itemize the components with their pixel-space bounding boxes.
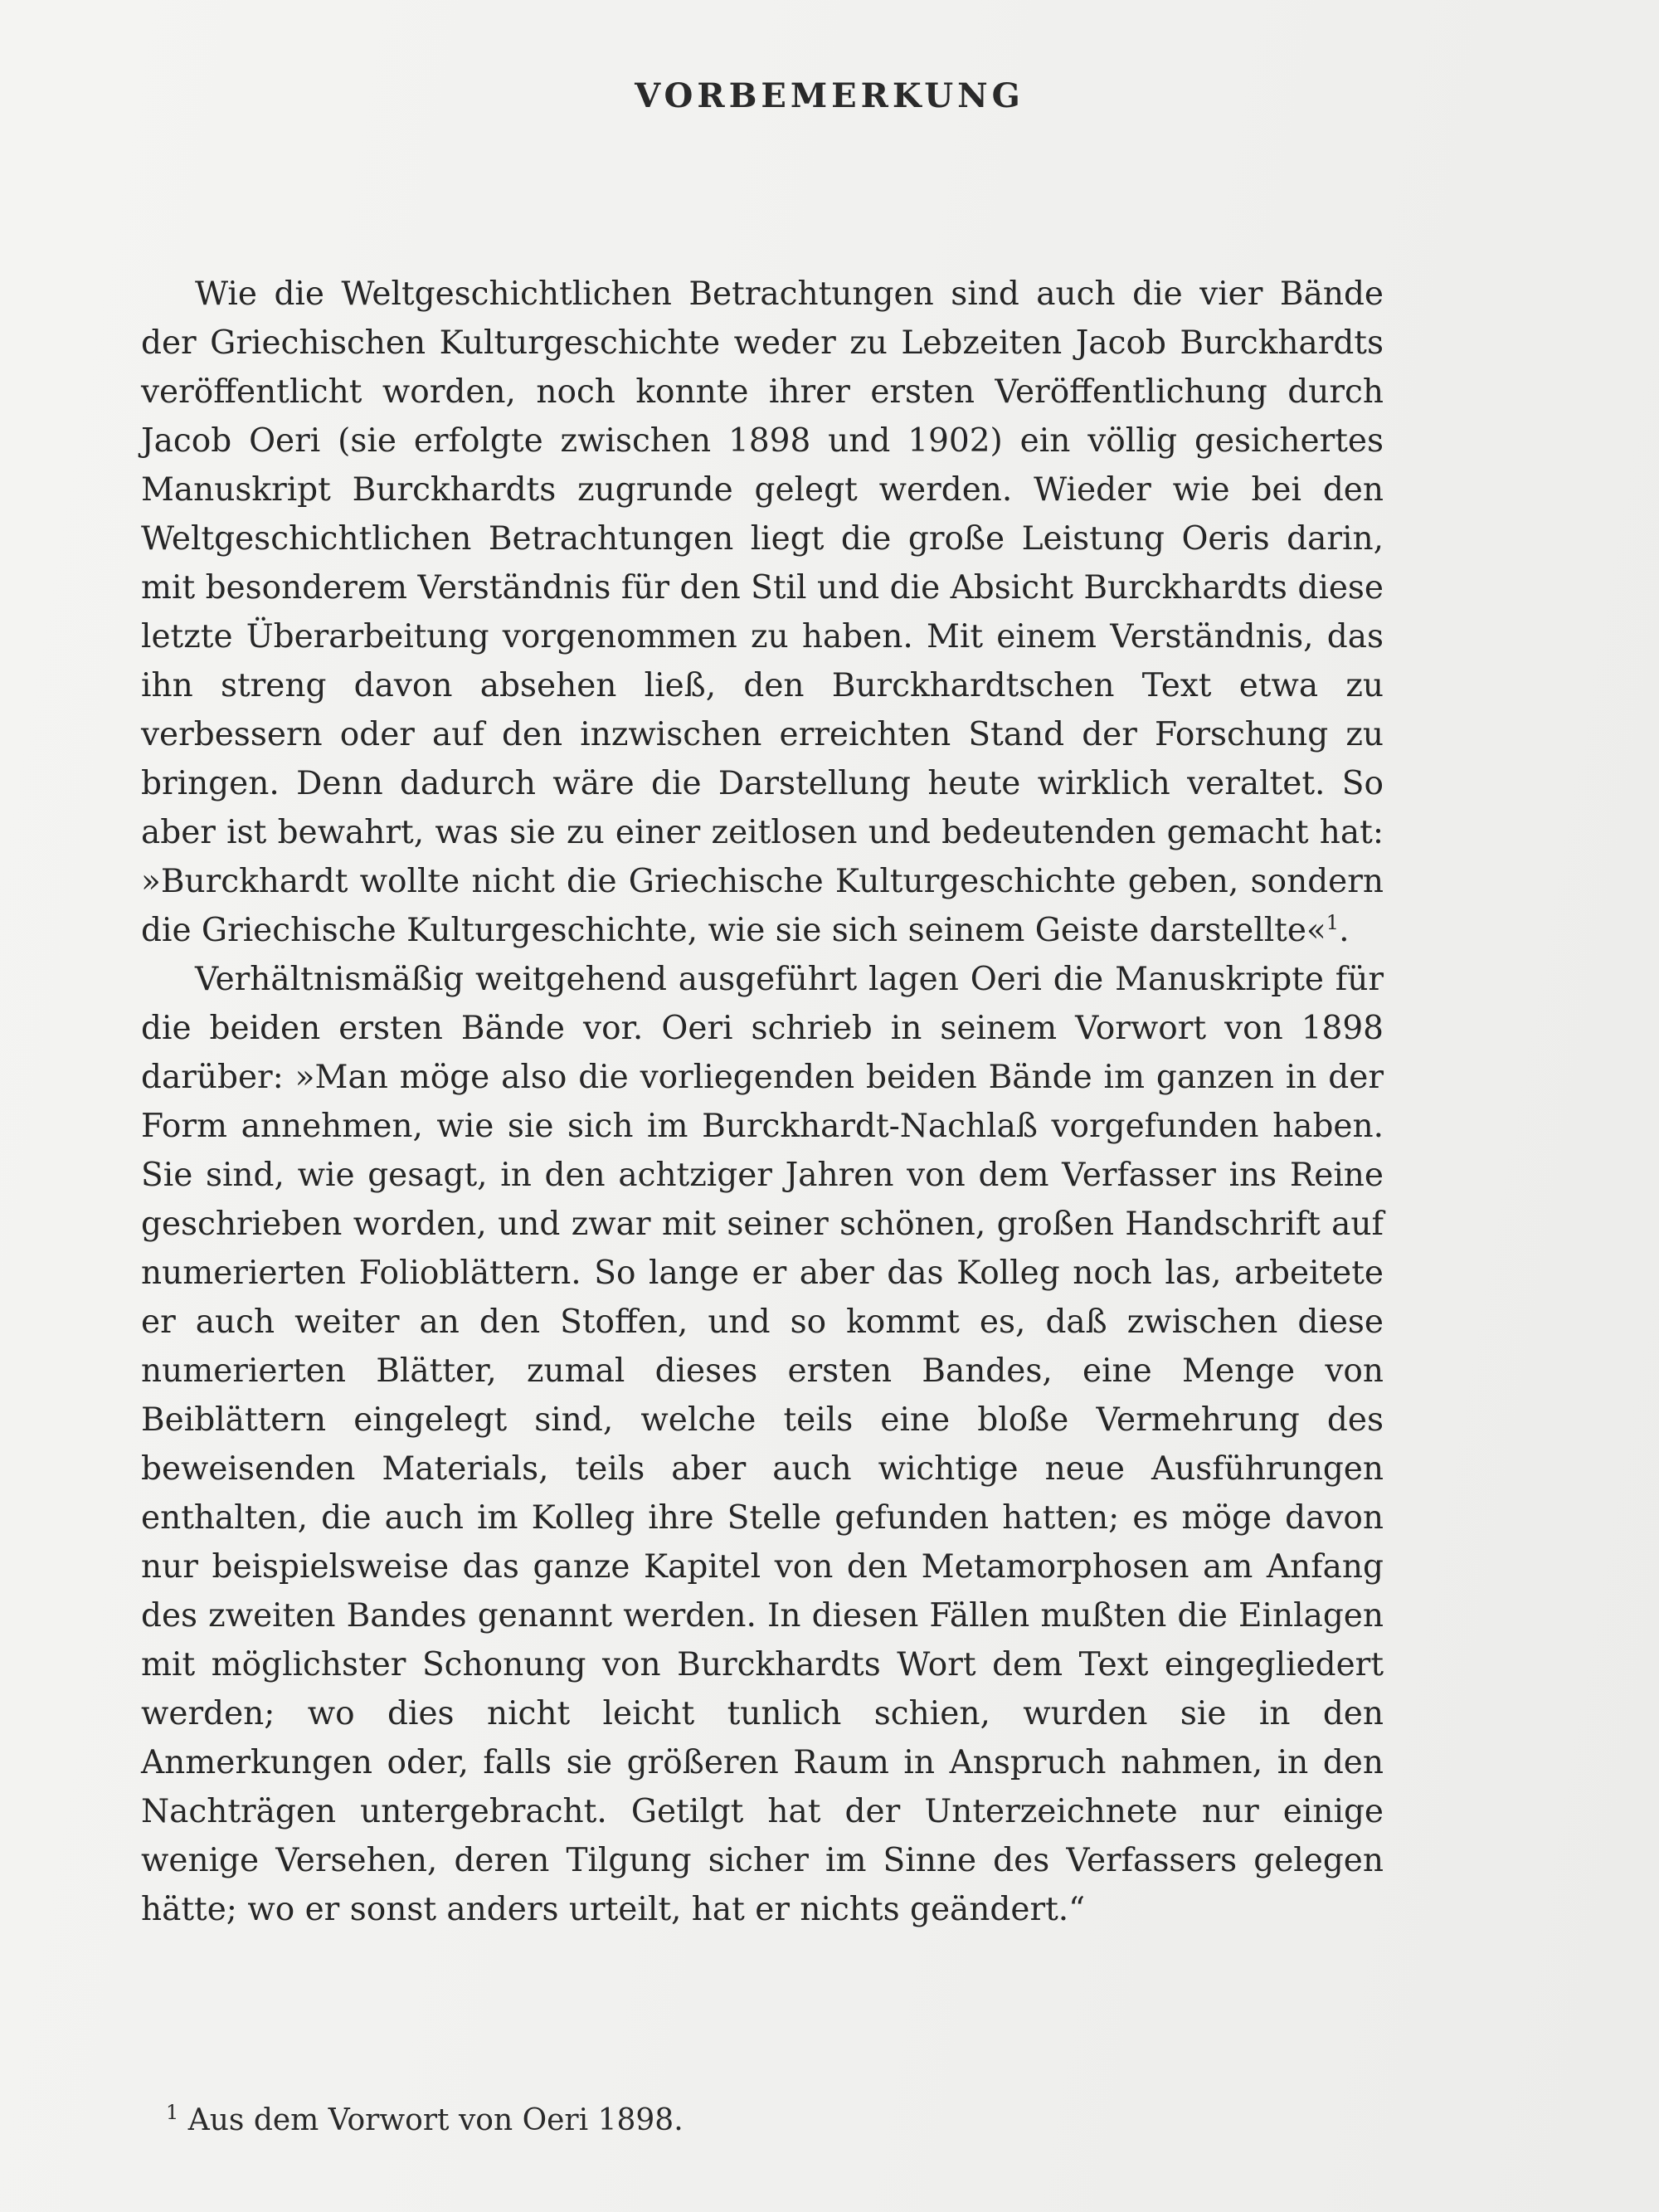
paragraph-1-text: Wie die Weltgeschichtlichen Betrachtungen sind auch die vier Bände der Griechischen Kulturgeschichte weder zu Lebzeiten Jacob Burckhardts veröffentlicht worden, noch konnte ihrer ersten Veröffentlichung durch Jacob Oeri (sie erfolgte zwischen 1898 und 1902) ein völlig gesichertes Manuskript Burckhardts zugrunde gelegt werden. Wieder wie bei den Weltgeschichtlichen Betrachtungen liegt die große Leistung Oeris darin, mit besonderem Verständnis für den Stil und die Absicht Burckhardts diese letzte Überarbeitung vorgenommen zu haben. Mit einem Verständnis, das ihn streng davon absehen ließ, den Burckhardtschen Text etwa zu verbessern oder auf den inzwischen erreichten Stand der Forschung zu bringen. Denn dadurch wäre die Darstellung heute wirklich veraltet. So aber ist bewahrt, was sie zu einer zeitlosen und bedeutenden gemacht hat: »Burckhardt wollte nicht die Griechische Kulturgeschichte geben, sondern die Griechische Kulturgeschichte, wie sie sich seinem Geiste darstellte« [141, 275, 1384, 949]
page-heading: VORBEMERKUNG [635, 76, 1024, 115]
footnote-reference: 1 [1326, 911, 1340, 934]
body-text [141, 270, 1384, 1934]
footnote-text: Aus dem Vorwort von Oeri 1898. [187, 2103, 684, 2137]
footnote [166, 2101, 1327, 2141]
footnote-mark: 1 [166, 2101, 179, 2124]
paragraph-1-end: . [1339, 912, 1350, 949]
paragraph-2: Verhältnismäßig weitgehend ausgeführt lagen Oeri die Manuskripte für die beiden ersten Bände vor. Oeri schrieb in seinem Vorwort von 1898 darüber: »Man möge also die vorliegenden beiden Bände im ganzen in der Form annehmen, wie sie sich im Burckhardt-Nachlaß vorgefunden haben. Sie sind, wie gesagt, in den achtziger Jahren von dem Verfasser ins Reine geschrieben worden, und zwar mit seiner schönen, großen Handschrift auf numerierten Folioblättern. So lange er aber das Kolleg noch las, arbeitete er auch weiter an den Stoffen, und so kommt es, daß zwischen diese numerierten Blätter, zumal dieses ersten Bandes, eine Menge von Beiblättern eingelegt sind, welche teils eine bloße Vermehrung des beweisenden Materials, teils aber auch wichtige neue Ausführungen enthalten, die auch im Kolleg ihre Stelle gefunden hatten; es möge davon nur beispielsweise das ganze Kapitel von den Metamorphosen am Anfang des zweiten Bandes genannt werden. In diesen Fällen mußten die Einlagen mit möglichster Schonung von Burckhardts Wort dem Text eingegliedert werden; wo dies nicht leicht tunlich schien, wurden sie in den Anmerkungen oder, falls sie größeren Raum in Anspruch nahmen, in den Nachträgen untergebracht. Getilgt hat der Unterzeichnete nur einige wenige Versehen, deren Tilgung sicher im Sinne des Verfassers gelegen hätte; wo er sonst anders urteilt, hat er nichts geändert.“ [141, 961, 1384, 1928]
paragraph-1 [141, 270, 1384, 955]
